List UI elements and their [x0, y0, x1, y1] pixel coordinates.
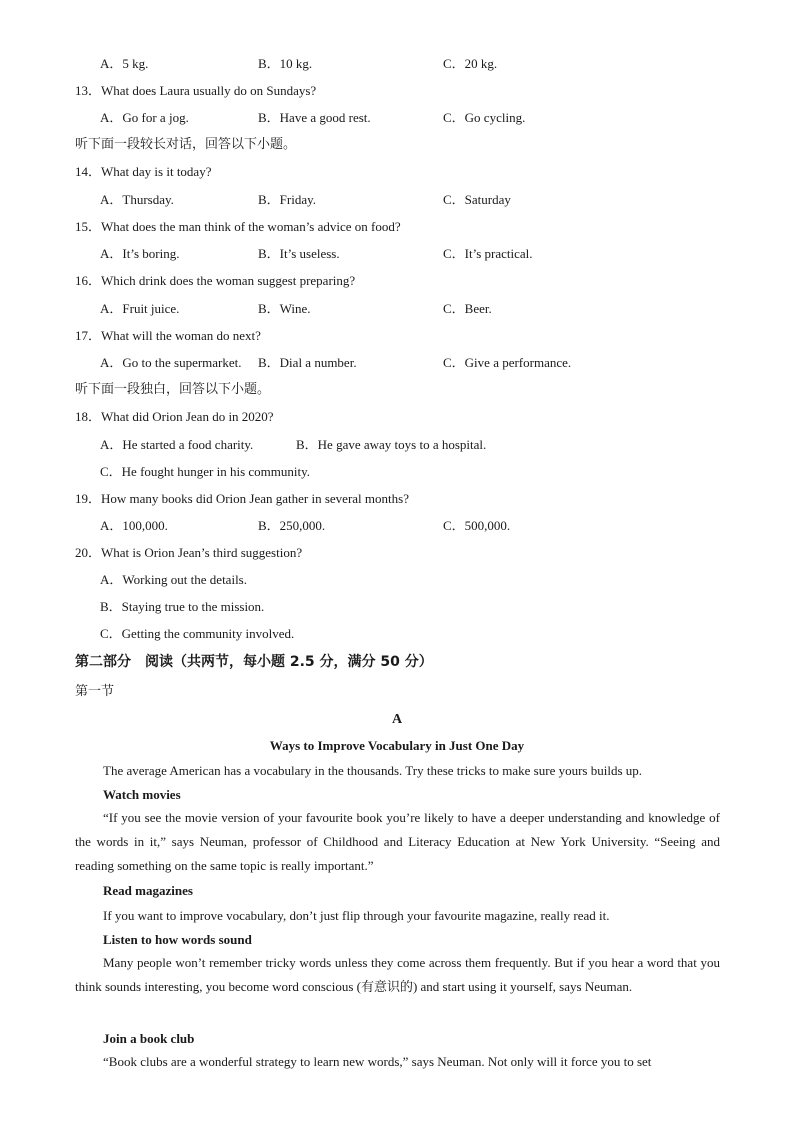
- q19-option-a: A．100,000.: [100, 518, 168, 533]
- q16-option-b: B．Wine.: [258, 301, 311, 316]
- q18-option-c: C．He fought hunger in his community.: [100, 464, 311, 479]
- q15-option-b: B．It’s useless.: [258, 246, 340, 261]
- q16-stem: 16．Which drink does the woman suggest preparing?: [75, 273, 356, 288]
- q13-stem: 13．What does Laura usually do on Sundays?: [75, 83, 317, 98]
- q16-option-a: A．Fruit juice.: [100, 301, 180, 316]
- q19-option-c: C．500,000.: [443, 518, 511, 533]
- heading-watch-movies: Watch movies: [103, 787, 181, 802]
- q13-option-b: B．Have a good rest.: [258, 110, 371, 125]
- q19-stem: 19．How many books did Orion Jean gather in several months?: [75, 491, 409, 506]
- q14-option-c: C．Saturday: [443, 192, 511, 207]
- q12-option-a: A．5 kg.: [100, 56, 149, 71]
- q17-option-b: B．Dial a number.: [258, 355, 357, 370]
- q20-stem: 20．What is Orion Jean’s third suggestion?: [75, 545, 303, 560]
- q12-option-b: B．10 kg.: [258, 56, 313, 71]
- part2-title: 第二部分 阅读（共两节，每小题 2.5 分，满分 50 分）: [75, 654, 433, 670]
- q13-option-a: A．Go for a jog.: [100, 110, 189, 125]
- q14-option-a: A．Thursday.: [100, 192, 174, 207]
- passage-letter: A: [391, 712, 403, 727]
- q15-stem: 15．What does the man think of the woman’s advice on food?: [75, 219, 401, 234]
- instruction-long-dialogue: 听下面一段较长对话，回答以下小题。: [75, 137, 297, 152]
- q15-option-c: C．It’s practical.: [443, 246, 533, 261]
- q14-option-b: B．Friday.: [258, 192, 317, 207]
- heading-read-magazines: Read magazines: [103, 883, 193, 898]
- q20-option-b: B．Staying true to the mission.: [100, 599, 265, 614]
- section1-title: 第一节: [75, 684, 115, 699]
- q16-option-c: C．Beer.: [443, 301, 492, 316]
- q19-option-b: B．250,000.: [258, 518, 326, 533]
- paragraph-book-club: “Book clubs are a wonderful strategy to learn new words,” says Neuman. Not only will it force you to set: [103, 1054, 652, 1069]
- q13-option-c: C．Go cycling.: [443, 110, 526, 125]
- q14-stem: 14．What day is it today?: [75, 164, 212, 179]
- paragraph-listen-words: Many people won’t remember tricky words unless they come across them frequently. But if you hear a word that you think sounds interesting, you become word conscious (有意识的) and start using it yourself, says Neuman.: [75, 955, 720, 994]
- q17-option-c: C．Give a performance.: [443, 355, 572, 370]
- passage-title: Ways to Improve Vocabulary in Just One Day: [269, 738, 525, 753]
- q17-stem: 17．What will the woman do next?: [75, 328, 261, 343]
- q12-option-c: C．20 kg.: [443, 56, 498, 71]
- q18-option-a: A．He started a food charity.: [100, 437, 254, 452]
- q18-option-b: B．He gave away toys to a hospital.: [296, 437, 487, 452]
- q15-option-a: A．It’s boring.: [100, 246, 180, 261]
- heading-book-club: Join a book club: [103, 1031, 195, 1046]
- q18-stem: 18．What did Orion Jean do in 2020?: [75, 409, 274, 424]
- instruction-monologue: 听下面一段独白，回答以下小题。: [75, 382, 271, 397]
- paragraph-watch-movies: “If you see the movie version of your favourite book you’re likely to have a deeper understanding and knowledge of the words in it,” says Neuman, professor of Childhood and Literacy Education at New York University. “Seeing and reading something on the same topic is really important.”: [75, 810, 720, 873]
- q20-option-c: C．Getting the community involved.: [100, 626, 295, 641]
- q17-option-a: A．Go to the supermarket.: [100, 355, 242, 370]
- passage-intro: The average American has a vocabulary in the thousands. Try these tricks to make sure yours builds up.: [103, 763, 643, 778]
- heading-listen-words: Listen to how words sound: [103, 932, 252, 947]
- q20-option-a: A．Working out the details.: [100, 572, 247, 587]
- paragraph-read-magazines: If you want to improve vocabulary, don’t just flip through your favourite magazine, really read it.: [103, 908, 610, 923]
